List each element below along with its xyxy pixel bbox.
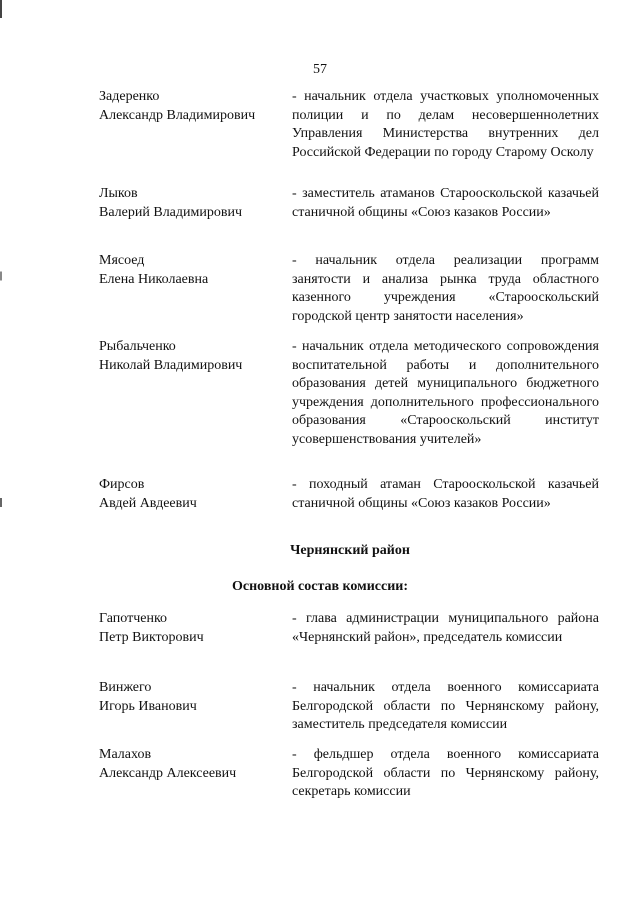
member-given-names: Петр Викторович [99, 629, 204, 645]
member-given-names: Игорь Иванович [99, 698, 197, 714]
composition-heading: Основной состав комиссии: [232, 579, 408, 594]
member-surname: Рыбальченко [99, 339, 176, 354]
member-name [99, 88, 284, 125]
member-role: - походный атаман Старооскольской казачьей станичной общины «Союз казаков России» [292, 477, 599, 511]
member-role: - заместитель атаманов Старооскольской казачьей станичной общины «Союз казаков России» [292, 186, 599, 220]
member-surname: Лыков [99, 186, 138, 201]
member-role: - начальник отдела военного комиссариата Белгородской области по Чернянскому району, заместитель председателя комиссии [292, 680, 599, 732]
member-name [99, 610, 284, 647]
member-name [99, 252, 284, 289]
member-role: - начальник отдела участковых уполномоченных полиции и по делам несовершеннолетних Управления Министерства внутренних дел Российской Федерации по городу Старому Осколу [292, 89, 599, 160]
member-surname: Задеренко [99, 89, 160, 104]
district-heading: Чернянский район [290, 543, 410, 558]
member-given-names: Николай Владимирович [99, 357, 243, 373]
member-name [99, 679, 284, 716]
member-role: - начальник отдела реализации программ занятости и анализа рынка труда областного казенного учреждения «Старооскольский городской центр занятости населения» [292, 253, 599, 324]
scan-edge [0, 0, 2, 905]
member-given-names: Александр Владимирович [99, 107, 256, 123]
page-number: 57 [313, 62, 327, 77]
member-name [99, 746, 284, 783]
member-surname: Малахов [99, 747, 152, 762]
member-role: - глава администрации муниципального района «Чернянский район», председатель комиссии [292, 611, 599, 645]
member-given-names: Елена Николаевна [99, 271, 209, 287]
member-role: - начальник отдела методического сопровождения воспитательной работы и дополнительного образования детей муниципального бюджетного учреждения дополнительного профессионального образования «Старооскольский институт усовершенствования учителей» [292, 339, 599, 447]
member-surname: Мясоед [99, 253, 145, 268]
member-surname: Фирсов [99, 477, 145, 492]
member-name [99, 476, 284, 513]
member-surname: Гапотченко [99, 611, 168, 626]
member-name [99, 185, 284, 222]
member-role: - фельдшер отдела военного комиссариата Белгородской области по Чернянскому району, секретарь комиссии [292, 747, 599, 799]
member-name [99, 338, 284, 375]
member-given-names: Валерий Владимирович [99, 204, 243, 220]
member-given-names: Авдей Авдеевич [99, 495, 197, 511]
member-surname: Винжего [99, 680, 152, 695]
member-given-names: Александр Алексеевич [99, 765, 237, 781]
